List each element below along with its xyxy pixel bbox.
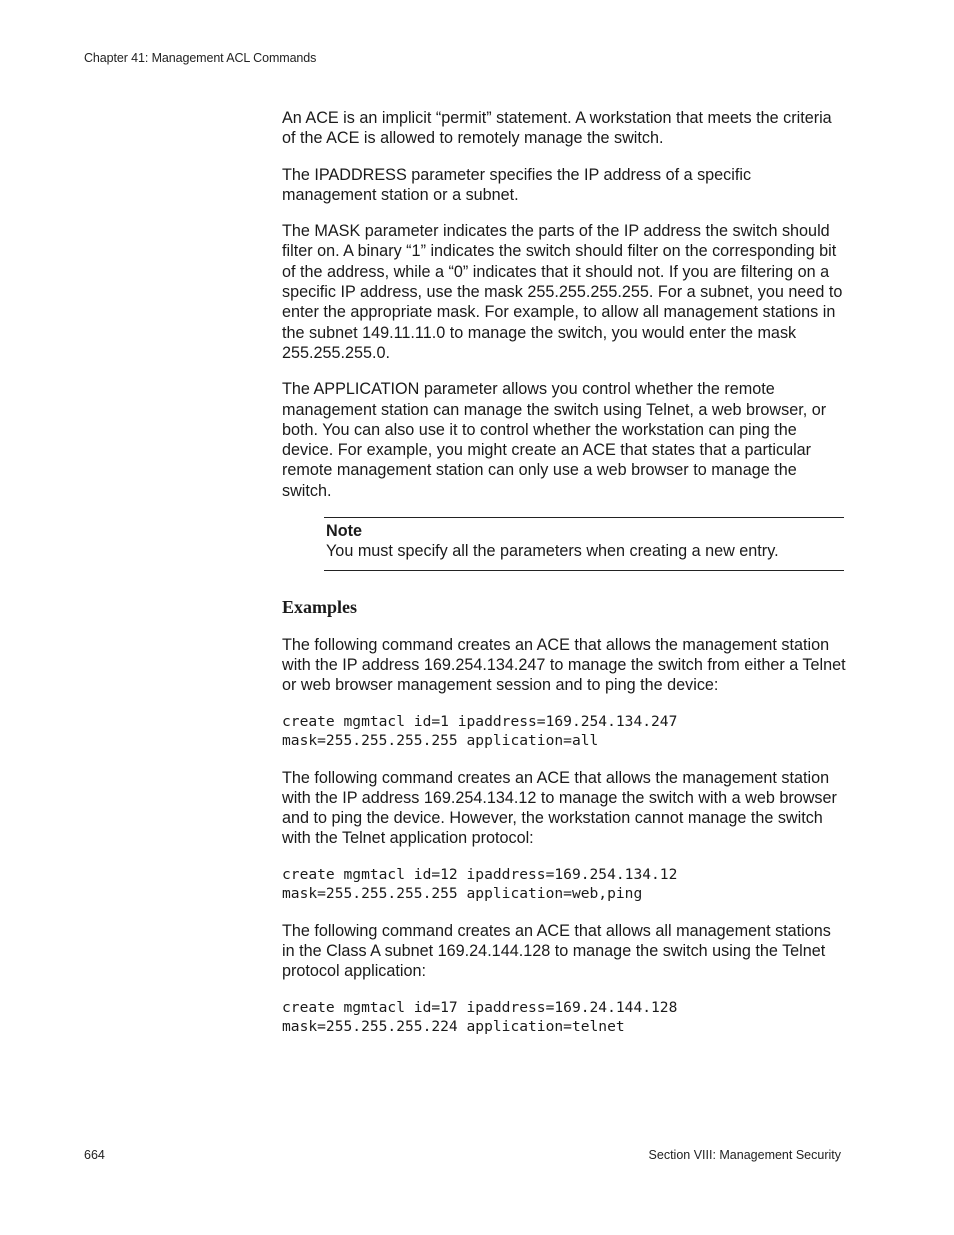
paragraph-mask: The MASK parameter indicates the parts of the IP address the switch should filter on. A binary “1” indicates the switch should filter on the corresponding bit of the address, while a “0” indicates that it should not. If you are filtering on a specific IP address, use the mask 255.255.255.255. For a subnet, you need to enter the appropriate mask. For example, to allow all management stations in the subnet 149.11.11.0 to manage the switch, you would enter the mask 255.255.255.0.	[282, 222, 843, 362]
page-number: 664	[84, 1148, 105, 1162]
paragraph-application: The APPLICATION parameter allows you control whether the remote management station can manage the switch using Telnet, a web browser, or both. You can also use it to control whether the workstation can ping the device. For example, you might create an ACE that states that a particular remote management station can only use a web browser to manage the switch.	[282, 380, 827, 500]
example-2-code: create mgmtacl id=12 ipaddress=169.254.134.12 mask=255.255.255.255 application=web,ping	[282, 865, 678, 902]
examples-heading: Examples	[282, 596, 358, 617]
note-title: Note	[326, 522, 362, 541]
section-footer: Section VIII: Management Security	[648, 1148, 841, 1162]
example-3-code: create mgmtacl id=17 ipaddress=169.24.144.128 mask=255.255.255.224 application=telnet	[282, 998, 678, 1035]
note-text: You must specify all the parameters when creating a new entry.	[326, 542, 779, 561]
main-content	[282, 108, 846, 1054]
paragraph-ace-permit: An ACE is an implicit “permit” statement. A workstation that meets the criteria of the ACE is allowed to remotely manage the switch.	[282, 109, 832, 148]
example-1-code: create mgmtacl id=1 ipaddress=169.254.134.247 mask=255.255.255.255 application=all	[282, 712, 678, 749]
example-3-text: The following command creates an ACE that allows all management stations in the Class A subnet 169.24.144.128 to manage the switch using the Telnet protocol application:	[282, 921, 831, 981]
example-1-text: The following command creates an ACE that allows the management station with the IP address 169.254.134.247 to manage the switch from either a Telnet or web browser management session and to ping the device:	[282, 635, 846, 695]
running-header: Chapter 41: Management ACL Commands	[84, 51, 317, 65]
paragraph-ipaddress: The IPADDRESS parameter specifies the IP address of a specific management station or a subnet.	[282, 165, 752, 204]
note-box	[324, 517, 844, 571]
example-2-text: The following command creates an ACE that allows the management station with the IP address 169.254.134.12 to manage the switch with a web browser and to ping the device. However, the workstation cannot manage the switch with the Telnet application protocol:	[282, 768, 837, 848]
